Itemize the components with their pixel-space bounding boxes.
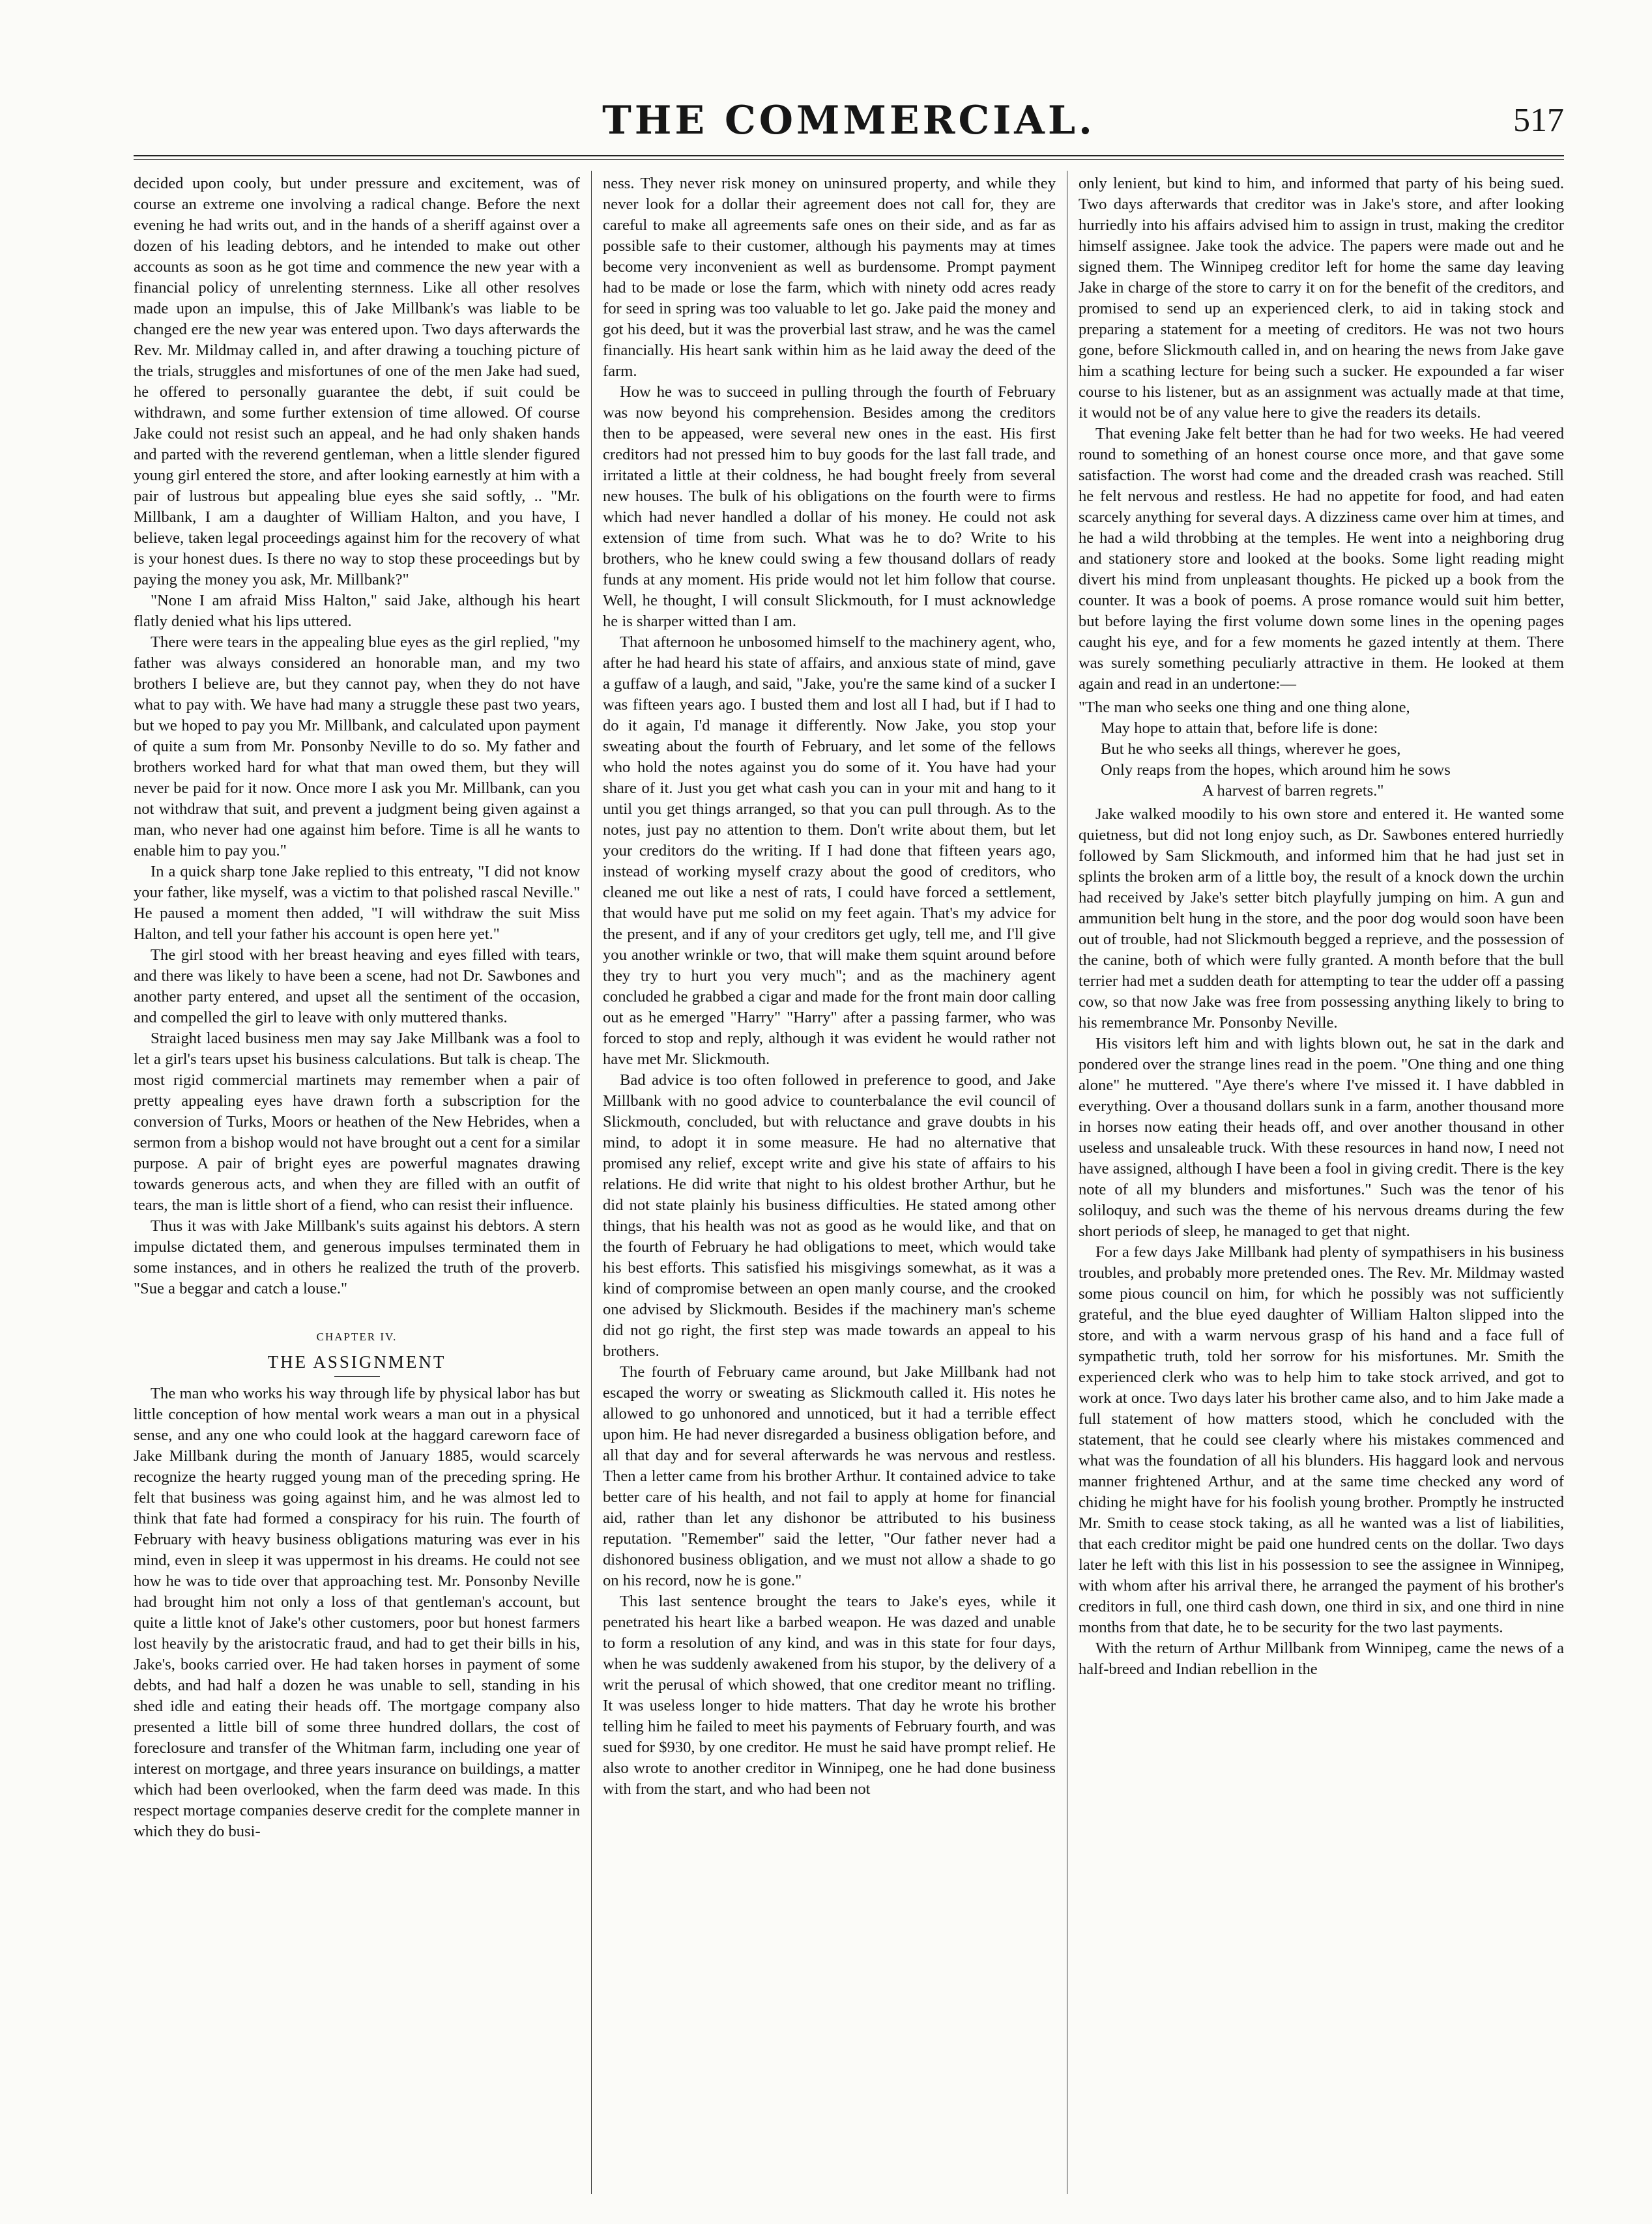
publication-title: THE COMMERCIAL. (602, 98, 1095, 143)
poem-line: "The man who seeks one thing and one thing alone, (1079, 699, 1410, 716)
chapter-rule (334, 1376, 380, 1377)
paragraph: Jake walked moodily to his own store and entered it. He wanted some quietness, but did not long enjoy such, as Dr. Sawbones entered hurriedly followed by Sam Slickmouth, and informed him that he had just set in splints the broken arm of a little boy, the result of a knock down the urchin had received by Jake's setter bitch playfully jumping on him. A gun and ammunition belt hung in the store, and the poor dog would soon have been out of trouble, had not Slickmouth begged a reprieve, and the possession of the canine, both of which were fully granted. A month before that the bull terrier had met a sudden death for attempting to tear the udder off a passing cow, so that now Jake was free from possessing anything likely to bring to his remembrance Mr. Ponsonby Neville. (1079, 805, 1564, 1032)
paragraph: only lenient, but kind to him, and informed that party of his being sued. Two days afterwards that creditor was in Jake's store, and after looking hurriedly into his affairs advised him to assign in trust, making the creditor himself assignee. Jake took the advice. The papers were made out and he signed them. The Winnipeg creditor left for home the same day leaving Jake in charge of the store to carry it on for the benefit of the creditors, and promised to send up an experienced clerk, to aid in taking stock and preparing a statement for a meeting of creditors. He was not two hours gone, before Slickmouth called in, and on hearing the news from Jake gave him a scathing lecture for being such a sucker. He expounded a far wiser course to his listener, but as an assignment was actually made at that time, it would not be of any value here to give the readers its details. (1079, 175, 1564, 422)
paragraph: In a quick sharp tone Jake replied to this entreaty, "I did not know your father, like myself, was a victim to that polished rascal Neville." He paused a moment then added, "I will withdraw the suit Miss Halton, and tell your father his account is open here yet." (134, 863, 580, 943)
paragraph: His visitors left him and with lights blown out, he sat in the dark and pondered over the strange lines read in the poem. "One thing and one thing alone" he muttered. "Aye there's where I've missed it. I have dabbled in everything. Over a thousand dollars sunk in a farm, another thousand more in horses now eating their heads off, and over another thousand in other useless and unsaleable truck. With these resources in hand now, I need not have assigned, although I have been a fool in giving credit. There is the key note of all my blunders and misfortunes." Such was the tenor of his soliloquy, and such was the theme of his nervous dreams during the few short periods of sleep, he managed to get that night. (1079, 1035, 1564, 1240)
paragraph: Bad advice is too often followed in preference to good, and Jake Millbank with no good advice to counterbalance the evil council of Slickmouth, concluded, but with reluctance and grave doubts in his mind, to adopt it in some measure. He had no alternative that promised any relief, except write and give his state of affairs to his relations. He did write that night to his oldest brother Arthur, but he did not state plainly his business difficulties. He stated among other things, that his health was not as good as he would like, and that on the fourth of February he had obligations to meet, which would take his best efforts. This satisfied his misgivings somewhat, as it was a kind of compromise between an open manly course, and the crooked one advised by Slickmouth. Besides if the machinery man's scheme did not go right, the first step was made towards an appeal to his brothers. (603, 1071, 1056, 1360)
paragraph: ness. They never risk money on uninsured property, and while they never look for a dollar their agreement does not call for, they are careful to make all agreements safe ones on their side, and as far as possible safe to their customer, although his payments may at times become very inconvenient as well as burdensome. Prompt payment had to be made or lose the farm, which with ninety odd acres ready for seed in spring was too valuable to let go. Jake paid the money and got his deed, but it was the proverbial last straw, and he was the camel financially. His heart sank within him as he laid away the deed of the farm. (603, 175, 1056, 380)
page-number: 517 (1513, 102, 1564, 139)
paragraph: This last sentence brought the tears to Jake's eyes, while it penetrated his heart like a barbed weapon. He was dazed and unable to form a resolution of any kind, and was in this state for four days, when he was suddenly awakened from his stupor, by the delivery of a writ the perusal of which showed, that one creditor meant no trifling. It was useless longer to hide matters. That day he wrote his brother telling him he failed to meet his payments of February fourth, and was sued for $930, by one creditor. He must he said have prompt relief. He also wrote to another creditor in Winnipeg, one he had done business with from the start, and who had been not (603, 1593, 1056, 1798)
paragraph: Thus it was with Jake Millbank's suits against his debtors. A stern impulse dictated them, and generous impulses terminated them in some instances, and in others he realized the truth of the proverb. "Sue a beggar and catch a louse." (134, 1217, 580, 1297)
paragraph: That evening Jake felt better than he had for two weeks. He had veered round to something of an honest course once more, and that gave some satisfaction. The worst had come and the dreaded crash was reached. Still he felt nervous and restless. He had no appetite for food, and had eaten scarcely anything for several days. A dizziness came over him at times, and he had a wild throbbing at the temples. He went into a neighboring drug and stationery store and looked at the books. Some light reading might divert his mind from unpleasant thoughts. He picked up a book from the counter. It was a book of poems. A prose romance would suit him better, but before laying the first volume down some lines in the opening pages caught his eye, and for a few moments he gazed intently at them. There was surely something peculiarly attractive in them. He looked at them again and read in an undertone:— (1079, 425, 1564, 693)
chapter-title: THE ASSIGNMENT (267, 1352, 446, 1372)
poem-line: A harvest of barren regrets." (1202, 782, 1384, 800)
poem (1079, 697, 1564, 802)
chapter-label: CHAPTER IV. (316, 1331, 398, 1343)
masthead (134, 98, 1564, 143)
paragraph: The fourth of February came around, but Jake Millbank had not escaped the worry or sweating as Slickmouth called it. His notes he allowed to go unhonored and unnoticed, but it had a terrible effect upon him. He had never disregarded a business obligation before, and all that day and for several afterwards he was nervous and restless. Then a letter came from his brother Arthur. It contained advice to take better care of his health, and not fail to apply at home for financial aid, rather than let any dishonor be attributed to his business reputation. "Remember" said the letter, "Our father never had a dishonored business obligation, and we must not allow a shade to go on his record, now he is gone." (603, 1363, 1056, 1589)
poem-line: But he who seeks all things, wherever he goes, (1101, 740, 1401, 758)
paragraph: Straight laced business men may say Jake Millbank was a fool to let a girl's tears upset his business calculations. But talk is cheap. The most rigid commercial martinets may remember when a pair of pretty appealing eyes have drawn forth a subscription for the conversion of Turks, Moors or heathen of the New Hebrides, when a sermon from a bishop would not have brought out a cent for a similar purpose. A pair of bright eyes are powerful magnates drawing towards generous acts, and when they are filled with an outfit of tears, the man is little short of a fiend, who can resist their influence. (134, 1030, 580, 1214)
column-3 (1079, 173, 1564, 2193)
paragraph: How he was to succeed in pulling through the fourth of February was now beyond his comprehension. Besides among the creditors then to be appeased, were several new ones in the east. His first creditors had not pressed him to buy goods for the last fall trade, and irritated a little at their coldness, he had bought freely from several new houses. The bulk of his obligations on the fourth were to firms which had never handled a dollar of his money. He could not ask extension of time from such. What was he to do? Write to his brothers, who he knew could swing a few thousand dollars of ready funds at any moment. His pride would not let him follow that course. Well, he thought, I will consult Slickmouth, for I must acknowledge he is sharper witted than I am. (603, 383, 1056, 630)
paragraph: The man who works his way through life by physical labor has but little conception of how mental work wears a man out in a physical sense, and any one who could look at the haggard careworn face of Jake Millbank during the month of January 1885, would scarcely recognize the hearty rugged young man of the preceding spring. He felt that business was going against him, and he was almost led to think that fate had formed a conspiracy for his ruin. The fourth of February with heavy business obligations maturing was ever in his mind, even in sleep it was uppermost in his dreams. He could not see how he was to tide over that approaching test. Mr. Ponsonby Neville had brought him not only a loss of that gentleman's account, but quite a little knot of Jake's other customers, poor but honest farmers lost heavily by the aristocratic fraud, and had to get their bills in his, Jake's, books carried over. He had taken horses in payment of some debts, and had half a dozen he was unable to sell, standing in his shed idle and eating their heads off. The mortgage company also presented a little bill of some three hundred dollars, the cost of foreclosure and transfer of the Whitman farm, including one year of interest on mortgage, and three years insurance on buildings, a matter which had been overlooked, when the farm deed was made. In this respect mortage companies deserve credit for the complete manner in which they do busi- (134, 1385, 580, 1840)
paragraph: "None I am afraid Miss Halton," said Jake, although his heart flatly denied what his lips uttered. (134, 592, 580, 630)
paragraph: decided upon cooly, but under pressure and excitement, was of course an extreme one involving a radical change. Before the next evening he had writs out, and in the hands of a sheriff against over a dozen of his leading debtors, and he intended to make out other accounts as soon as he got time and commence the new year with a financial policy of unrelenting sternness. Like all other resolves made upon an impulse, this of Jake Millbank's was liable to be changed ere the new year was entered upon. Two days afterwards the Rev. Mr. Mildmay called in, and after drawing a touching picture of the trials, struggles and misfortunes of one of the men Jake had sued, he offered to personally guarantee the debt, if suit could be withdrawn, and some further extension of time allowed. Of course Jake could not resist such an appeal, and he had only shaken hands and parted with the reverend gentleman, when a little slender figured young girl entered the store, and after looking earnestly at him with a pair of lustrous but appealing blue eyes she said softly, .. "Mr. Millbank, I am a daughter of William Halton, and you have, I believe, taken legal proceedings against him for the recovery of what is your honest dues. Is there no way to stop these proceedings but by paying the money you ask, Mr. Millbank?" (134, 175, 580, 588)
poem-line: May hope to attain that, before life is done: (1101, 719, 1378, 737)
masthead-rule (134, 155, 1564, 160)
paragraph: That afternoon he unbosomed himself to the machinery agent, who, after he had heard his state of affairs, and anxious state of mind, gave a guffaw of a laugh, and said, "Jake, you're the same kind of a sucker I was fifteen years ago. I busted them and lost all I had, but if I had to do it again, I'd manage it differently. Now Jake, you stop your sweating about the fourth of February, and let some of the fellows who hold the notes against you do some of it. You have had your share of it. Just you get what cash you can in your mit and hang to it until you get things arranged, so that you can pull through. As to the notes, just pay no attention to them. Don't write about them, but let your creditors do the writing. If I had done that fifteen years ago, instead of working myself crazy about the good of creditors, who cleaned me out like a nest of rats, I could have forced a settlement, that would have put me solid on my feet again. That's my advice for the present, and if any of your creditors get ugly, tell me, and I'll give you another wrinkle or two, that will make them squint around before they try to hurt you very much"; and as the machinery agent concluded he grabbed a cigar and made for the front main door calling out as he emerged "Harry" "Harry" after a passing farmer, who was forced to stop and reply, although it was evident he would rather not have met Mr. Slickmouth. (603, 633, 1056, 1068)
column-2 (603, 173, 1056, 2193)
paragraph: The girl stood with her breast heaving and eyes filled with tears, and there was likely to have been a scene, had not Dr. Sawbones and another party entered, and upset all the sentiment of the occasion, and compelled the girl to leave with only muttered thanks. (134, 946, 580, 1026)
column-1 (134, 173, 580, 2193)
poem-line: Only reaps from the hopes, which around him he sows (1101, 761, 1451, 779)
column-divider (591, 171, 592, 2194)
paragraph: With the return of Arthur Millbank from Winnipeg, came the news of a half-breed and Indian rebellion in the (1079, 1639, 1564, 1678)
paragraph: For a few days Jake Millbank had plenty of sympathisers in his business troubles, and probably more pretended ones. The Rev. Mr. Mildmay wasted some pious council on him, for which he possibly was not sufficiently grateful, and the blue eyed daughter of William Halton slipped into the store, and with a warm nervous grasp of his hand and a face full of sympathetic truth, told her sorrow for his misfortunes. Mr. Smith the experienced clerk who was to help him to take stock arrived, and got to work at once. Two days later his brother came also, and to him Jake made a full statement of how matters stood, which he concluded with the statement, that he could see clearly where his mistakes commenced and what was the foundation of all his blunders. His haggard look and nervous manner frightened Arthur, and at the same time checked any word of chiding he might have for his foolish young brother. Promptly he instructed Mr. Smith to cease stock taking, as all he wanted was a list of liabilities, that each creditor might be paid one hundred cents on the dollar. Two days later he left with this list in his possession to see the assignee in Winnipeg, with whom after his arrival there, he arranged the payment of his brother's creditors in full, one third cash down, one third in six, and one third in nine months from that date, he to be security for the two last payments. (1079, 1243, 1564, 1636)
paragraph: There were tears in the appealing blue eyes as the girl replied, "my father was always considered an honorable man, and my two brothers I believe are, but they cannot pay, when they do not have what to pay with. We have had many a struggle these past two years, but we hoped to pay you Mr. Millbank, and calculated upon payment of quite a sum from Mr. Ponsonby Neville to do so. My father and brothers worked hard for what that man owed them, but they will never be paid for it now. Once more I ask you Mr. Millbank, can you not withdraw that suit, and prevent a judgment being given against a man, who never had one against him before. Time is all he wants to enable him to pay you." (134, 633, 580, 859)
